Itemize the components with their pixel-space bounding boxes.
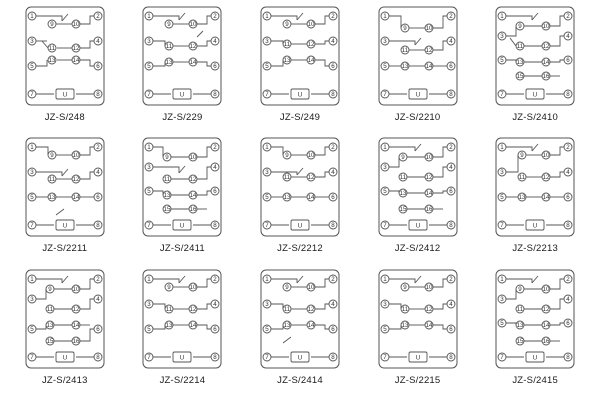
svg-text:13: 13 (399, 190, 407, 198)
svg-text:1: 1 (265, 144, 269, 152)
svg-text:7: 7 (30, 353, 34, 361)
diagram-cell (359, 267, 477, 398)
svg-text:16: 16 (542, 337, 550, 345)
svg-text:12: 12 (542, 174, 550, 182)
diagram-cell (6, 4, 124, 135)
svg-text:9: 9 (402, 283, 407, 291)
relay-diagram-jz-s-2213 (488, 135, 582, 239)
svg-text:13: 13 (516, 59, 524, 67)
svg-text:2: 2 (213, 144, 218, 152)
svg-text:6: 6 (213, 63, 218, 71)
svg-text:11: 11 (48, 176, 56, 184)
svg-text:10: 10 (72, 21, 80, 29)
svg-text:14: 14 (189, 321, 197, 329)
svg-text:10: 10 (425, 283, 433, 291)
svg-text:3: 3 (382, 38, 387, 46)
svg-text:4: 4 (566, 33, 570, 41)
svg-text:11: 11 (48, 45, 56, 53)
relay-diagram-jz-s-2415 (488, 267, 582, 371)
svg-text:11: 11 (166, 43, 173, 51)
diagram-caption: JZ-S/2210 (394, 112, 441, 123)
svg-text:13: 13 (48, 194, 56, 202)
svg-text:2: 2 (213, 275, 218, 283)
svg-text:6: 6 (213, 188, 218, 196)
svg-text:5: 5 (382, 188, 387, 196)
svg-text:1: 1 (30, 144, 34, 152)
svg-text:3: 3 (30, 169, 34, 177)
svg-text:5: 5 (500, 319, 504, 327)
svg-text:2: 2 (331, 275, 335, 283)
relay-diagram-jz-s-2214 (135, 267, 229, 371)
diagram-caption: JZ-S/2212 (277, 243, 323, 255)
svg-text:14: 14 (307, 194, 315, 202)
svg-text:7: 7 (265, 91, 269, 99)
svg-text:9: 9 (165, 154, 170, 162)
svg-text:3: 3 (382, 300, 387, 308)
diagram-cell (6, 135, 124, 266)
svg-text:6: 6 (448, 188, 453, 196)
svg-text:12: 12 (72, 45, 80, 53)
svg-text:U: U (180, 91, 185, 99)
svg-text:13: 13 (401, 63, 409, 71)
svg-text:11: 11 (518, 174, 526, 182)
svg-text:2: 2 (448, 275, 453, 283)
svg-text:7: 7 (382, 353, 387, 361)
svg-text:11: 11 (164, 176, 171, 184)
svg-text:10: 10 (72, 285, 80, 293)
svg-text:12: 12 (425, 47, 433, 55)
svg-text:4: 4 (213, 164, 218, 172)
svg-text:5: 5 (382, 325, 387, 333)
diagram-caption: JZ-S/249 (279, 112, 321, 123)
svg-text:6: 6 (448, 325, 453, 333)
svg-text:16: 16 (72, 337, 80, 345)
svg-text:3: 3 (147, 38, 152, 46)
svg-text:4: 4 (96, 295, 100, 303)
svg-text:1: 1 (382, 13, 387, 21)
svg-text:13: 13 (165, 321, 173, 329)
relay-diagram-jz-s-2411 (135, 135, 229, 239)
svg-text:15: 15 (399, 206, 407, 214)
svg-text:6: 6 (331, 63, 335, 71)
svg-text:8: 8 (96, 91, 100, 99)
svg-text:3: 3 (500, 33, 504, 41)
svg-text:8: 8 (213, 91, 218, 99)
svg-text:11: 11 (283, 305, 291, 313)
svg-text:11: 11 (516, 43, 524, 51)
svg-text:4: 4 (331, 38, 335, 46)
diagram-cell (359, 135, 477, 266)
svg-text:12: 12 (307, 41, 315, 49)
svg-text:8: 8 (448, 353, 453, 361)
svg-text:8: 8 (213, 222, 218, 230)
svg-text:7: 7 (500, 353, 504, 361)
svg-text:15: 15 (163, 206, 171, 214)
svg-text:13: 13 (163, 192, 171, 200)
svg-text:2: 2 (96, 13, 100, 21)
svg-text:14: 14 (425, 321, 433, 329)
svg-text:U: U (62, 222, 68, 230)
svg-text:3: 3 (30, 295, 34, 303)
svg-text:2: 2 (566, 13, 570, 21)
svg-text:6: 6 (566, 57, 570, 65)
relay-diagram-jz-s-2215 (371, 267, 465, 371)
svg-text:13: 13 (518, 194, 526, 202)
svg-text:3: 3 (500, 295, 504, 303)
svg-text:4: 4 (448, 300, 453, 308)
svg-text:5: 5 (30, 325, 34, 333)
svg-text:6: 6 (566, 194, 570, 202)
svg-text:8: 8 (213, 353, 218, 361)
svg-text:2: 2 (331, 13, 335, 21)
svg-text:4: 4 (213, 300, 218, 308)
svg-text:6: 6 (566, 319, 570, 327)
svg-text:1: 1 (500, 275, 504, 283)
svg-text:10: 10 (542, 152, 550, 160)
svg-text:6: 6 (331, 194, 335, 202)
svg-text:11: 11 (283, 174, 291, 182)
relay-diagram-jz-s-229 (135, 4, 229, 108)
svg-text:6: 6 (96, 63, 100, 71)
svg-text:3: 3 (147, 164, 152, 172)
svg-text:U: U (180, 354, 185, 362)
svg-text:4: 4 (213, 38, 218, 46)
svg-text:9: 9 (518, 285, 522, 293)
svg-text:7: 7 (500, 91, 504, 99)
diagram-caption: JZ-S/248 (44, 112, 85, 123)
svg-text:8: 8 (331, 91, 335, 99)
svg-text:14: 14 (307, 321, 315, 329)
svg-text:9: 9 (167, 21, 172, 29)
svg-text:3: 3 (265, 300, 269, 308)
svg-text:7: 7 (147, 91, 152, 99)
svg-text:4: 4 (566, 169, 570, 177)
svg-text:7: 7 (147, 353, 152, 361)
svg-text:7: 7 (30, 222, 34, 230)
svg-text:6: 6 (213, 325, 218, 333)
svg-text:12: 12 (307, 305, 315, 313)
diagram-caption: JZ-S/229 (162, 112, 203, 123)
svg-text:14: 14 (425, 63, 433, 71)
svg-text:2: 2 (213, 13, 218, 21)
svg-text:13: 13 (46, 321, 54, 329)
svg-text:10: 10 (425, 25, 433, 33)
svg-text:3: 3 (382, 164, 387, 172)
svg-text:14: 14 (425, 190, 433, 198)
relay-diagram-jz-s-2212 (253, 135, 347, 239)
svg-text:1: 1 (500, 13, 504, 21)
diagram-cell (124, 135, 242, 266)
svg-text:8: 8 (96, 353, 100, 361)
svg-text:U: U (62, 91, 68, 99)
svg-text:6: 6 (96, 325, 100, 333)
svg-text:4: 4 (448, 38, 453, 46)
svg-text:5: 5 (265, 194, 269, 202)
svg-text:1: 1 (30, 275, 34, 283)
svg-text:1: 1 (382, 144, 387, 152)
svg-text:12: 12 (189, 43, 197, 51)
svg-text:9: 9 (50, 21, 54, 29)
svg-text:10: 10 (542, 23, 550, 31)
svg-text:U: U (415, 91, 420, 99)
svg-text:10: 10 (542, 285, 550, 293)
svg-text:11: 11 (283, 41, 291, 49)
svg-text:14: 14 (542, 321, 550, 329)
svg-text:4: 4 (331, 169, 335, 177)
svg-text:3: 3 (265, 38, 269, 46)
svg-text:4: 4 (96, 169, 100, 177)
svg-text:15: 15 (516, 73, 524, 81)
diagram-caption: JZ-S/2414 (277, 374, 323, 386)
svg-text:U: U (297, 222, 303, 230)
diagram-caption: JZ-S/2412 (394, 243, 441, 255)
svg-text:8: 8 (448, 91, 453, 99)
svg-text:14: 14 (72, 194, 80, 202)
svg-text:9: 9 (285, 152, 289, 160)
svg-text:14: 14 (72, 57, 80, 65)
svg-text:14: 14 (542, 194, 550, 202)
svg-text:5: 5 (500, 57, 504, 65)
svg-text:12: 12 (425, 305, 433, 313)
svg-text:9: 9 (400, 154, 405, 162)
diagram-caption: JZ-S/2215 (394, 374, 441, 386)
svg-text:13: 13 (283, 57, 291, 65)
svg-text:7: 7 (265, 353, 269, 361)
svg-text:10: 10 (189, 21, 197, 29)
svg-text:10: 10 (72, 152, 80, 160)
svg-text:12: 12 (425, 174, 433, 182)
svg-text:5: 5 (147, 63, 152, 71)
svg-text:1: 1 (147, 275, 152, 283)
svg-text:9: 9 (285, 283, 289, 291)
svg-text:10: 10 (307, 152, 315, 160)
svg-text:7: 7 (382, 222, 387, 230)
svg-text:6: 6 (96, 194, 100, 202)
svg-text:4: 4 (96, 38, 100, 46)
diagram-caption: JZ-S/2211 (42, 243, 88, 255)
svg-text:5: 5 (382, 63, 387, 71)
svg-text:1: 1 (30, 13, 34, 21)
diagram-caption: JZ-S/2213 (512, 243, 558, 255)
svg-text:U: U (62, 354, 68, 362)
svg-text:13: 13 (516, 321, 524, 329)
svg-text:8: 8 (96, 222, 100, 230)
svg-text:5: 5 (147, 325, 152, 333)
svg-text:7: 7 (30, 91, 34, 99)
svg-text:14: 14 (542, 59, 550, 67)
svg-text:7: 7 (382, 91, 387, 99)
svg-text:U: U (415, 222, 420, 230)
diagram-caption: JZ-S/2214 (159, 374, 206, 386)
svg-text:2: 2 (448, 13, 453, 21)
diagram-cell (476, 4, 594, 135)
svg-text:12: 12 (307, 174, 315, 182)
svg-text:2: 2 (566, 275, 570, 283)
svg-text:10: 10 (425, 154, 433, 162)
svg-text:12: 12 (189, 176, 197, 184)
svg-text:5: 5 (265, 63, 269, 71)
svg-text:13: 13 (283, 194, 291, 202)
relay-diagram-jz-s-2210 (371, 4, 465, 108)
svg-text:10: 10 (307, 283, 315, 291)
svg-text:12: 12 (542, 43, 550, 51)
svg-text:8: 8 (566, 91, 570, 99)
svg-text:1: 1 (500, 144, 504, 152)
svg-text:6: 6 (448, 63, 453, 71)
svg-text:9: 9 (48, 285, 52, 293)
svg-text:2: 2 (331, 144, 335, 152)
svg-text:11: 11 (46, 305, 54, 313)
svg-text:15: 15 (46, 337, 54, 345)
svg-text:7: 7 (500, 222, 504, 230)
svg-text:3: 3 (30, 38, 34, 46)
diagram-cell (359, 4, 477, 135)
svg-text:8: 8 (331, 222, 335, 230)
diagram-caption: JZ-S/2410 (512, 112, 558, 123)
svg-text:9: 9 (402, 25, 407, 33)
svg-text:1: 1 (147, 144, 152, 152)
diagram-caption: JZ-S/2413 (41, 374, 88, 386)
svg-text:1: 1 (382, 275, 387, 283)
svg-text:U: U (180, 222, 185, 230)
svg-text:4: 4 (566, 295, 570, 303)
diagram-cell (476, 135, 594, 266)
svg-text:U: U (532, 354, 538, 362)
svg-text:10: 10 (189, 283, 197, 291)
relay-diagram-jz-s-248 (18, 4, 112, 108)
svg-text:14: 14 (189, 192, 197, 200)
diagram-cell (241, 4, 359, 135)
relay-diagram-jz-s-2211 (18, 135, 112, 239)
svg-text:8: 8 (331, 353, 335, 361)
diagram-cell (241, 135, 359, 266)
relay-diagram-jz-s-2414 (253, 267, 347, 371)
svg-text:4: 4 (331, 300, 335, 308)
diagram-cell (476, 267, 594, 398)
svg-text:U: U (297, 354, 303, 362)
svg-text:5: 5 (265, 325, 269, 333)
svg-text:9: 9 (520, 152, 524, 160)
svg-text:U: U (297, 91, 303, 99)
diagram-caption: JZ-S/2415 (512, 374, 558, 386)
svg-text:11: 11 (516, 305, 524, 313)
svg-text:2: 2 (96, 275, 100, 283)
svg-text:9: 9 (518, 23, 522, 31)
svg-text:3: 3 (265, 169, 269, 177)
relay-diagram-jz-s-249 (253, 4, 347, 108)
svg-text:9: 9 (285, 21, 289, 29)
svg-text:1: 1 (265, 13, 269, 21)
diagram-caption: JZ-S/2411 (159, 243, 205, 255)
svg-text:9: 9 (167, 283, 172, 291)
svg-text:14: 14 (307, 57, 315, 65)
diagram-cell (124, 4, 242, 135)
diagram-cell (6, 267, 124, 398)
svg-text:13: 13 (401, 321, 409, 329)
svg-text:14: 14 (72, 321, 80, 329)
svg-text:2: 2 (566, 144, 570, 152)
svg-text:11: 11 (399, 174, 406, 182)
svg-text:3: 3 (500, 169, 504, 177)
diagram-cell (124, 267, 242, 398)
svg-text:7: 7 (147, 222, 152, 230)
svg-text:14: 14 (189, 59, 197, 67)
svg-text:8: 8 (566, 222, 570, 230)
svg-text:8: 8 (566, 353, 570, 361)
svg-text:16: 16 (189, 206, 197, 214)
svg-text:13: 13 (283, 321, 291, 329)
relay-diagram-jz-s-2410 (488, 4, 582, 108)
svg-text:3: 3 (147, 300, 152, 308)
relay-diagram-jz-s-2413 (18, 267, 112, 371)
svg-text:13: 13 (165, 59, 173, 67)
diagram-cell (241, 267, 359, 398)
svg-text:U: U (532, 91, 538, 99)
svg-text:11: 11 (166, 305, 173, 313)
svg-text:12: 12 (189, 305, 197, 313)
svg-text:11: 11 (401, 305, 408, 313)
svg-text:4: 4 (448, 164, 453, 172)
svg-text:16: 16 (425, 206, 433, 214)
svg-text:6: 6 (331, 325, 335, 333)
svg-text:U: U (532, 222, 538, 230)
svg-text:2: 2 (96, 144, 100, 152)
svg-text:1: 1 (147, 13, 152, 21)
svg-text:2: 2 (448, 144, 453, 152)
svg-text:1: 1 (265, 275, 269, 283)
svg-text:12: 12 (72, 176, 80, 184)
svg-text:10: 10 (307, 21, 315, 29)
svg-text:5: 5 (147, 188, 152, 196)
relay-diagram-jz-s-2412 (371, 135, 465, 239)
svg-text:10: 10 (189, 154, 197, 162)
svg-text:8: 8 (448, 222, 453, 230)
svg-text:U: U (415, 354, 420, 362)
svg-text:12: 12 (542, 305, 550, 313)
svg-text:5: 5 (30, 63, 34, 71)
svg-text:11: 11 (401, 47, 408, 55)
svg-text:15: 15 (516, 337, 524, 345)
svg-text:13: 13 (48, 57, 56, 65)
svg-text:5: 5 (500, 194, 504, 202)
svg-text:16: 16 (542, 73, 550, 81)
svg-text:12: 12 (72, 305, 80, 313)
svg-text:7: 7 (265, 222, 269, 230)
svg-text:9: 9 (50, 152, 54, 160)
svg-text:5: 5 (30, 194, 34, 202)
